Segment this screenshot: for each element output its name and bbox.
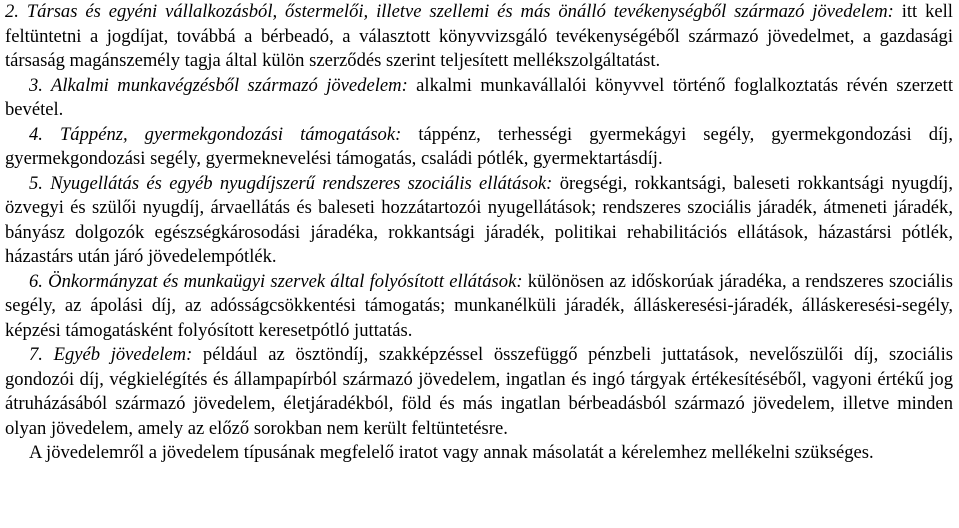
list-item-2 <box>5 0 953 74</box>
item-6-text: különösen az időskorúak járadéka, a rendszeres szociális segély, az ápolási díj, az adósságcsökkentési támogatás; munkanélküli járadék, álláskeresési-járadék, álláskeresési-segély, képzési támogatásként folyósított keresetpótló juttatás. <box>5 270 953 341</box>
item-3-heading: 3. Alkalmi munkavégzésből származó jövedelem: <box>29 74 408 96</box>
item-2-text: itt kell feltüntetni a jogdíjat, továbbá a bérbeadó, a választott könyvvizsgáló tevékenységéből származó jövedelmet, a gazdasági társaság magánszemély tagja által külön szerződés szerint teljesített mellékszolgáltatást. <box>5 1 953 71</box>
item-7-text: például az ösztöndíj, szakképzéssel összefüggő pénzbeli juttatások, nevelőszülői díj, szociális gondozói díj, végkielégítés és állampapírból származó jövedelem, ingatlan és ingó tárgyak értékesítéséből, vagyoni értékű jog átruházásából származó jövedelem, életjáradékból, föld és más ingatlan bérbeadásból származó jövedelem, illetve minden olyan jövedelem, amely az előző sorokban nem került feltüntetésre. <box>5 344 953 439</box>
item-7-heading: 7. Egyéb jövedelem: <box>29 344 193 365</box>
closing-paragraph: A jövedelemről a jövedelem típusának megfelelő iratot vagy annak másolatát a kérelemhez mellékelni szükséges. <box>29 442 874 463</box>
item-2-heading: 2. Társas és egyéni vállalkozásból, őstermelői, illetve szellemi és más önálló tevékenységből származó jövedelem: <box>5 1 894 22</box>
item-6-heading: 6. Önkormányzat és munkaügyi szervek által folyósított ellátások: <box>29 270 523 292</box>
item-5-heading: 5. Nyugellátás és egyéb nyugdíjszerű rendszeres szociális ellátások: <box>29 172 553 194</box>
list-item-7 <box>5 343 953 441</box>
document-body <box>5 0 953 466</box>
item-3-text: alkalmi munkavállalói könyvvel történő foglalkoztatás révén szerzett bevétel. <box>5 74 953 120</box>
item-4-text: táppénz, terhességi gyermekágyi segély, gyermekgondozási díj, gyermekgondozási segély, gyermeknevelési támogatás, családi pótlék, gyermektartásdíj. <box>5 123 953 169</box>
list-item-5 <box>5 172 953 270</box>
list-item-4 <box>5 123 953 172</box>
list-item-6 <box>5 270 953 344</box>
item-4-heading: 4. Táppénz, gyermekgondozási támogatások: <box>29 123 402 145</box>
list-item-3 <box>5 74 953 123</box>
item-5-text: öregségi, rokkantsági, baleseti rokkantsági nyugdíj, özvegyi és szülői nyugdíj, árvaellátás és baleseti hozzátartozói nyugellátások; rendszeres szociális járadék, átmeneti járadék, bányász dolgozók egészségkárosodási járadéka, rokkantsági járadék, politikai rehabilitációs ellátások, házastársi pótlék, házastárs után járó jövedelempótlék. <box>5 172 953 267</box>
